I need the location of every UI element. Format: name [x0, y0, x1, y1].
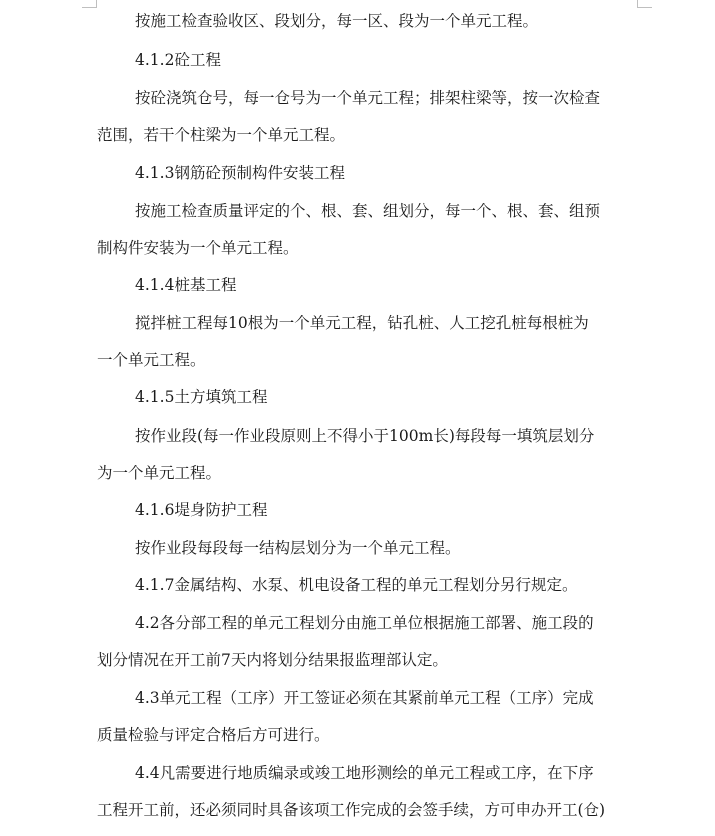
paragraph-line-20: 质量检验与评定合格后方可进行。 — [97, 726, 330, 744]
crop-mark-top-left-horizontal — [82, 7, 97, 8]
paragraph-line-19: 4.3单元工程（工序）开工签证必须在其紧前单元工程（工序）完成 — [135, 689, 594, 707]
paragraph-line-18: 划分情况在开工前7天内将划分结果报监理部认定。 — [97, 651, 448, 669]
section-heading-4-1-2: 4.1.2砼工程 — [135, 51, 221, 69]
paragraph-line-3: 按砼浇筑仓号，每一仓号为一个单元工程；排架柱梁等，按一次检查 — [135, 89, 601, 107]
paragraph-line-22: 工程开工前，还必须同时具备该项工作完成的会签手续，方可申办开工(仓) — [97, 801, 606, 819]
paragraph-line-13: 为一个单元工程。 — [97, 464, 222, 482]
paragraph-line-12: 按作业段(每一作业段原则上不得小于100m长)每段每一填筑层划分 — [135, 427, 595, 445]
section-heading-4-1-6: 4.1.6堤身防护工程 — [135, 501, 268, 519]
paragraph-line-7: 制构件安装为一个单元工程。 — [97, 239, 299, 257]
paragraph-line-1: 按施工检查验收区、段划分，每一区、段为一个单元工程。 — [135, 12, 539, 30]
section-heading-4-1-5: 4.1.5土方填筑工程 — [135, 388, 268, 406]
paragraph-line-9: 搅拌桩工程每10根为一个单元工程，钻孔桩、人工挖孔桩每根桩为 — [135, 314, 589, 332]
crop-mark-top-right-horizontal — [637, 7, 652, 8]
paragraph-line-16: 4.1.7金属结构、水泵、机电设备工程的单元工程划分另行规定。 — [135, 576, 578, 594]
paragraph-line-15: 按作业段每段每一结构层划分为一个单元工程。 — [135, 539, 461, 557]
paragraph-line-6: 按施工检查质量评定的个、根、套、组划分，每一个、根、套、组预 — [135, 202, 601, 220]
paragraph-line-10: 一个单元工程。 — [97, 351, 206, 369]
paragraph-line-4: 范围，若干个柱梁为一个单元工程。 — [97, 126, 346, 144]
paragraph-line-21: 4.4凡需要进行地质编录或竣工地形测绘的单元工程或工序，在下序 — [135, 764, 594, 782]
section-heading-4-1-3: 4.1.3钢筋砼预制构件安装工程 — [135, 164, 345, 182]
paragraph-line-17: 4.2各分部工程的单元工程划分由施工单位根据施工部署、施工段的 — [135, 614, 594, 632]
section-heading-4-1-4: 4.1.4桩基工程 — [135, 276, 237, 294]
